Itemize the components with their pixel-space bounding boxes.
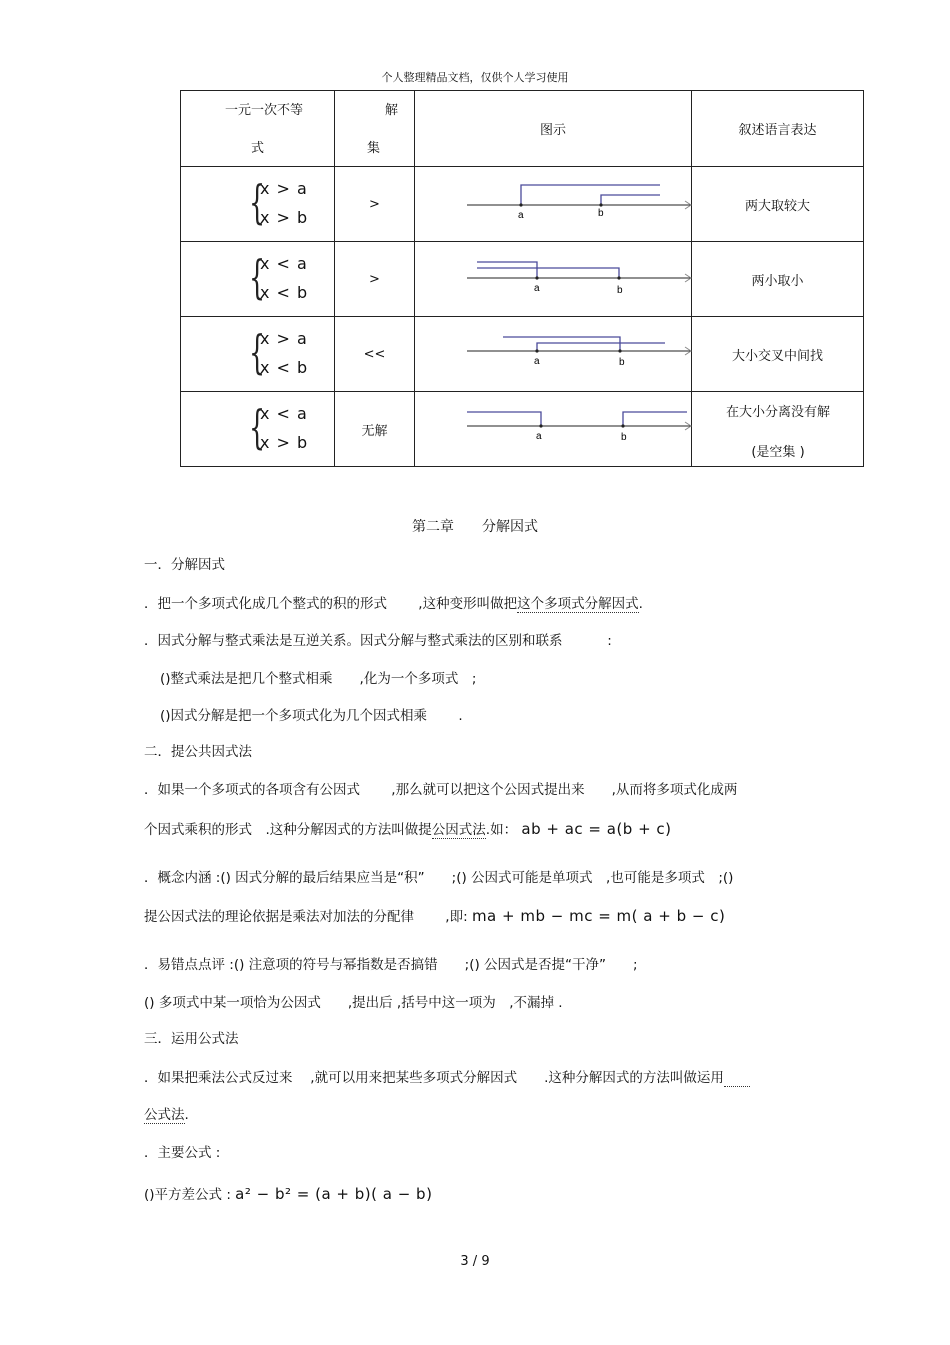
number-line-svg — [415, 167, 692, 241]
table-row — [181, 242, 864, 317]
table-row — [181, 317, 864, 392]
ray-b — [477, 268, 619, 278]
label-a: a — [534, 283, 540, 294]
number-line-svg — [415, 317, 692, 391]
paragraph: 提公因式法的理论依据是乘法对加法的分配律 ,即: ma + mb − mc = m( a + b − c) — [144, 907, 726, 925]
label-a: a — [518, 210, 524, 221]
paragraph: ．如果把乘法公式反过来 ,就可以用来把某些多项式分解因式 .这种分解因式的方法叫做运用​ — [144, 1070, 750, 1086]
label-a: a — [534, 356, 540, 367]
label-b: b — [617, 285, 623, 296]
ray-a — [477, 262, 537, 278]
ray-a — [537, 343, 665, 351]
paragraph: 个因式乘积的形式 .这种分解因式的方法叫做提公因式法.如： ab + ac = a(b + c) — [144, 820, 672, 838]
description: 在大小分离没有解 (是空集 ) — [692, 392, 864, 467]
paragraph: ．因式分解与整式乘法是互逆关系。因式分解与整式乘法的区别和联系 : — [144, 633, 612, 649]
inequality-system: { x > a x > b — [181, 167, 335, 242]
table-header-row — [181, 91, 864, 167]
formula: ab + ac = a(b + c) — [521, 820, 672, 838]
section-3-title: 三．运用公式法 — [144, 1031, 239, 1047]
paragraph: 公式法. — [144, 1107, 189, 1123]
point-a — [519, 203, 522, 206]
number-line-diagram — [415, 317, 692, 392]
section-2-title: 二．提公共因式法 — [144, 744, 252, 760]
point-a — [535, 276, 538, 279]
paragraph: ()整式乘法是把几个整式相乘 ,化为一个多项式 ; — [160, 671, 477, 687]
label-a: a — [536, 431, 542, 442]
point-b — [621, 424, 624, 427]
brace-icon: { — [249, 400, 266, 454]
table-row — [181, 392, 864, 467]
table-row — [181, 167, 864, 242]
brace-icon: { — [249, 175, 266, 229]
label-b: b — [621, 432, 627, 443]
point-a — [535, 349, 538, 352]
solution-set: > — [335, 242, 415, 317]
point-a — [539, 424, 542, 427]
header-diagram: 图示 — [415, 91, 692, 167]
point-b — [618, 349, 621, 352]
number-line-diagram — [415, 242, 692, 317]
page-number: 3 / 9 — [460, 1254, 490, 1269]
formula: ma + mb − mc = m( a + b − c) — [471, 907, 726, 925]
paragraph: ．概念内涵 :() 因式分解的最后结果应当是“积” ;() 公因式可能是单项式 ,也可能是多项式 ;() — [144, 870, 734, 886]
ray-a — [467, 412, 541, 426]
number-line-diagram — [415, 167, 692, 242]
chapter-title: 第二章 分解因式 — [412, 519, 538, 535]
paragraph: () 多项式中某一项恰为公因式 ,提出后 ,括号中这一项为 ,不漏掉 . — [144, 995, 563, 1011]
solution-set: > — [335, 167, 415, 242]
description: 大小交叉中间找 — [692, 317, 864, 392]
point-b — [599, 203, 602, 206]
inequality-system: { x > a x < b — [181, 317, 335, 392]
section-1-title: 一．分解因式 — [144, 557, 225, 573]
inequality-system: { x < a x < b — [181, 242, 335, 317]
header-description: 叙述语言表达 — [692, 91, 864, 167]
header-solution: 解 集 — [335, 91, 415, 167]
label-b: b — [598, 208, 604, 219]
number-line-diagram — [415, 392, 692, 467]
brace-icon: { — [249, 325, 266, 379]
inequality-table — [180, 90, 864, 467]
paragraph: ．如果一个多项式的各项含有公因式 ,那么就可以把这个公因式提出来 ,从而将多项式化成两 — [144, 782, 738, 798]
ray-b — [503, 337, 620, 351]
description: 两小取小 — [692, 242, 864, 317]
solution-set: 无解 — [335, 392, 415, 467]
solution-set: << — [335, 317, 415, 392]
number-line-svg — [415, 392, 692, 466]
ray-b — [601, 195, 660, 205]
paragraph: ()因式分解是把一个多项式化为几个因式相乘 . — [160, 708, 463, 724]
header-inequality: 一元一次不等 式 — [181, 91, 335, 167]
paragraph: ．把一个多项式化成几个整式的积的形式 ,这种变形叫做把这个多项式分解因式. — [144, 596, 643, 612]
formula: a² − b² = (a + b)( a − b) — [235, 1185, 433, 1203]
description: 两大取较大 — [692, 167, 864, 242]
number-line-svg — [415, 242, 692, 316]
point-b — [617, 276, 620, 279]
inequality-system: { x < a x > b — [181, 392, 335, 467]
paragraph: ．主要公式 : — [144, 1145, 221, 1161]
brace-icon: { — [249, 250, 266, 304]
paragraph: ()平方差公式 : a² − b² = (a + b)( a − b) — [144, 1185, 433, 1203]
paragraph: ．易错点点评 :() 注意项的符号与幂指数是否搞错 ;() 公因式是否提“干净” ; — [144, 957, 638, 973]
ray-b — [623, 412, 687, 426]
label-b: b — [619, 357, 625, 368]
page-header-note: 个人整理精品文档，仅供个人学习使用 — [381, 71, 569, 84]
